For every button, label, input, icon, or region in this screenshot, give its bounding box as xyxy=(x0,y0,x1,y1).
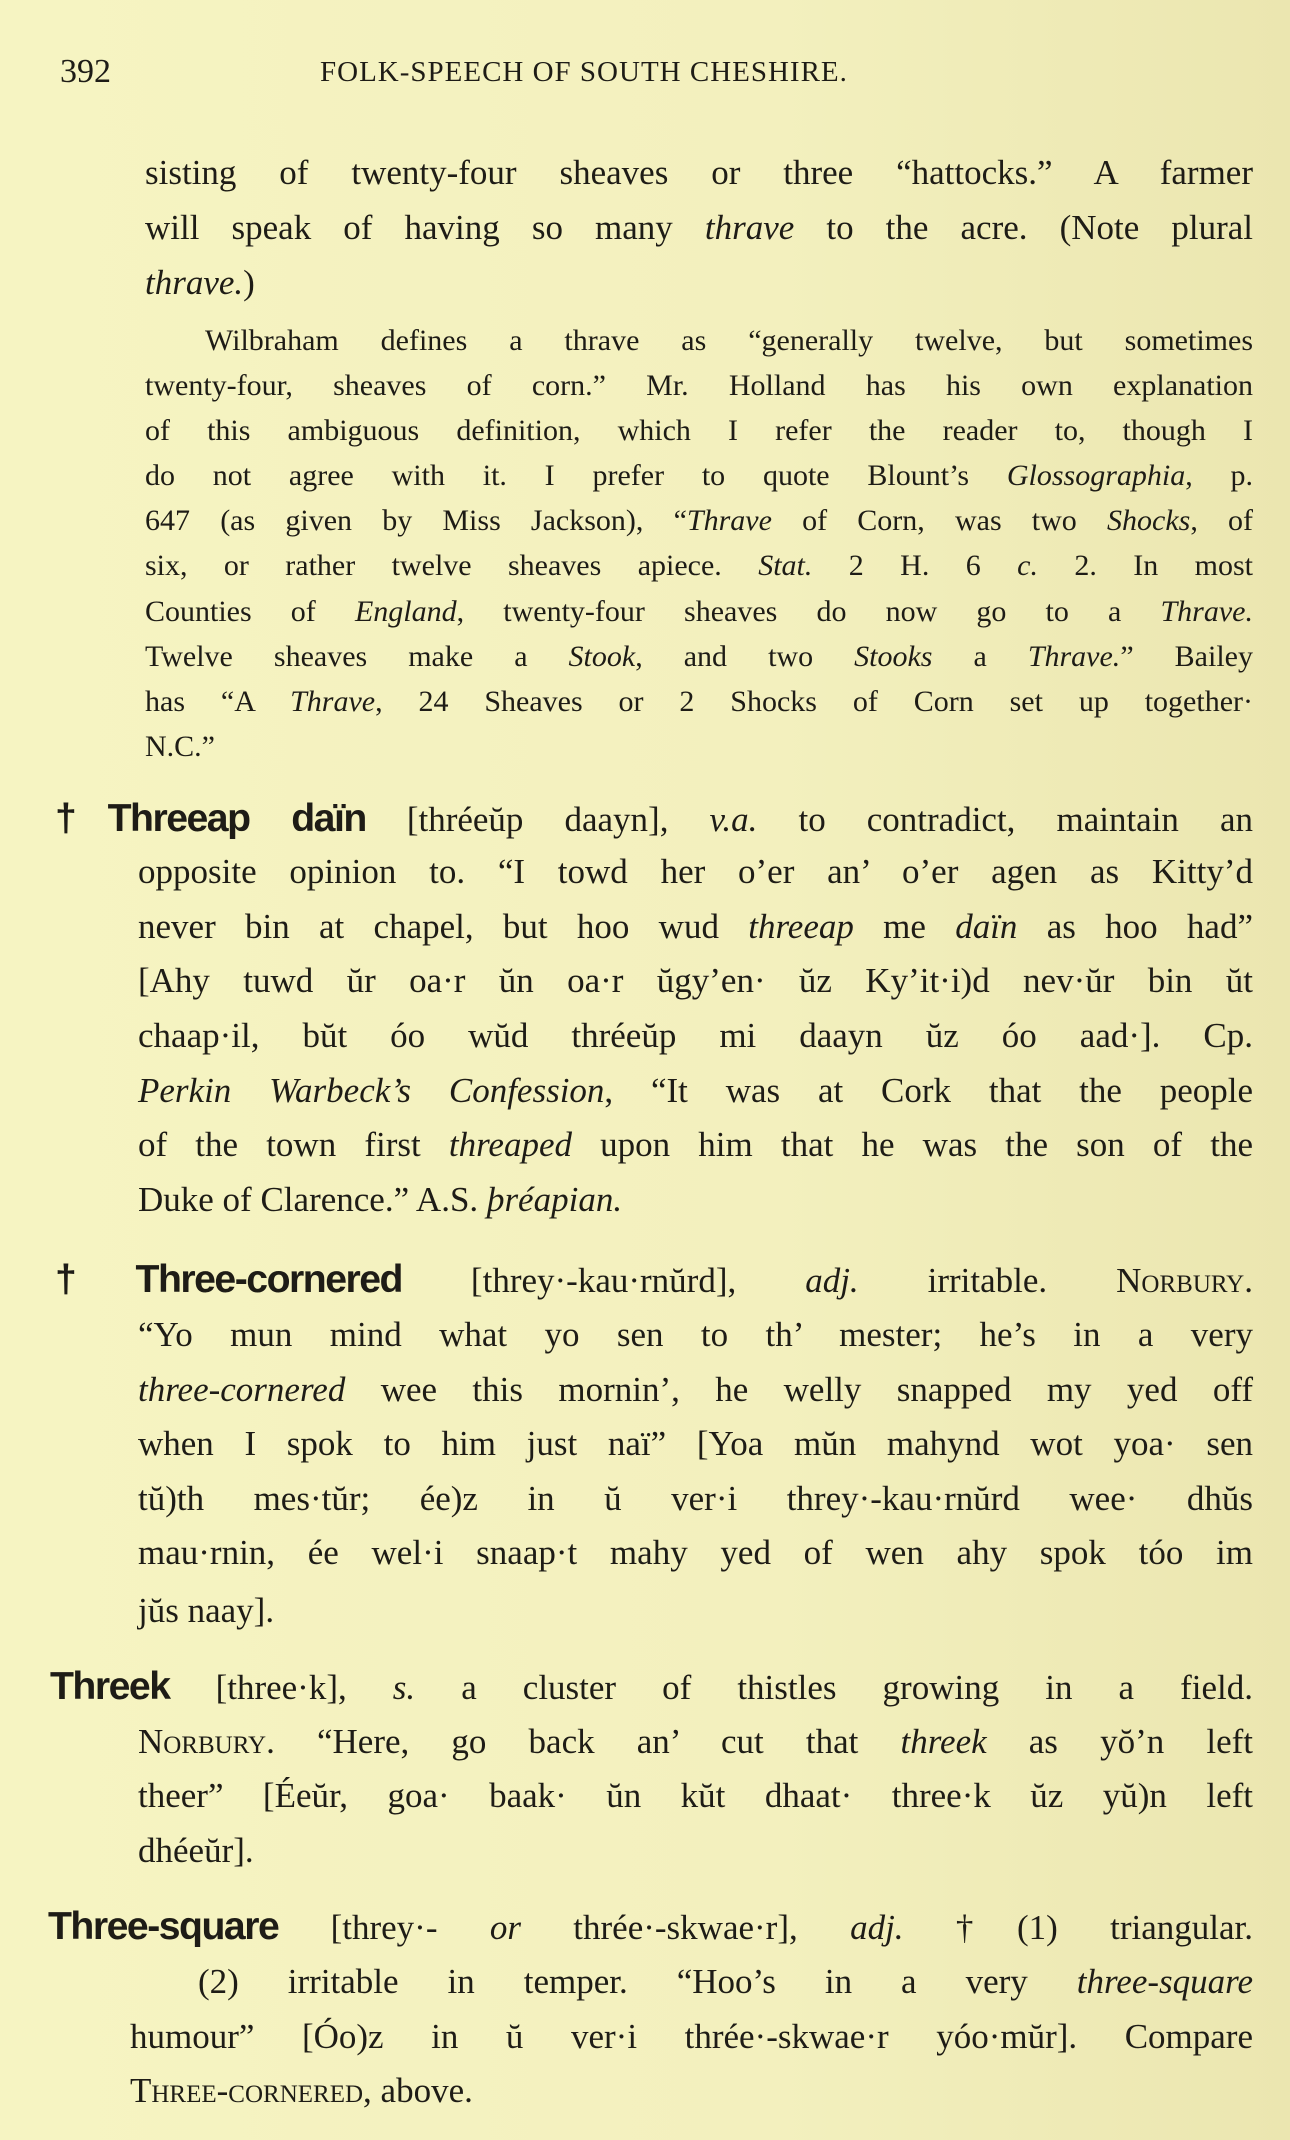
text-run: †(1) triangular. xyxy=(903,1908,1253,1947)
text-run: , “It was at Cork that the people xyxy=(604,1071,1253,1110)
text-run: a xyxy=(932,640,1028,673)
running-title: FOLK-SPEECH OF SOUTH CHESHIRE. xyxy=(320,56,848,88)
italic-text: thrave xyxy=(704,208,795,247)
italic-text: v.a. xyxy=(709,800,758,839)
text-run: N.C.” xyxy=(145,730,215,763)
italic-text: threaped xyxy=(448,1125,572,1164)
italic-text: daïn xyxy=(955,907,1018,946)
italic-text: Glossographia xyxy=(1006,459,1186,492)
italic-text: s. xyxy=(392,1668,416,1707)
entry-three-square-line xyxy=(198,1956,1253,2008)
text-run: six, or rather twelve sheaves apiece. xyxy=(145,549,759,582)
text-run: has “A xyxy=(145,685,291,718)
text-run: 647 (as given by Miss Jackson), “ xyxy=(145,504,687,537)
headword: Threek xyxy=(50,1665,170,1708)
text-run: 2. In most xyxy=(1037,549,1253,582)
thrave-continuation-line xyxy=(145,202,1253,254)
italic-text: Perkin Warbeck’s Confession xyxy=(138,1071,605,1110)
text-run: a cluster of thistles growing in a field. xyxy=(415,1668,1253,1707)
entry-threeap-dain-line xyxy=(138,901,1253,953)
text-run: of this ambiguous definition, which I refer the reader to, though I xyxy=(145,414,1253,447)
text-run: dhéeŭr]. xyxy=(138,1831,254,1870)
text-run: of the town first xyxy=(138,1125,449,1164)
text-run: [Ahy tuwd ŭr oa·r ŭn oa·r ŭgy’en· ŭz Ky’it·i)d nev·ŭr bin ŭt xyxy=(138,961,1253,1000)
entry-three-cornered-line xyxy=(138,1309,1253,1361)
wilbraham-note-line xyxy=(145,364,1253,408)
entry-three-cornered-line xyxy=(55,1254,1253,1307)
text-run: thrée·-skwae·r], xyxy=(520,1908,851,1947)
entry-three-cornered-line xyxy=(138,1364,1253,1416)
text-run: , of xyxy=(1190,504,1253,537)
text-run: , and two xyxy=(635,640,855,673)
italic-text: Thrave xyxy=(686,504,772,537)
text-run: theer” [Éeŭr, goa· baak· ŭn kŭt dhaat· three·k ŭz yŭ)n left xyxy=(138,1776,1253,1815)
text-run: [three·k], xyxy=(169,1668,393,1707)
text-run: of Corn, was two xyxy=(771,504,1107,537)
text-run: wee this mornin’, he welly snapped my yed off xyxy=(345,1370,1253,1409)
italic-text: England xyxy=(354,595,457,628)
text-run: , twenty-four sheaves do now go to a xyxy=(456,595,1161,628)
text-run: do not agree with it. I prefer to quote Blount’s xyxy=(145,459,1007,492)
text-run: irritable. xyxy=(858,1261,1117,1300)
text-run: Twelve sheaves make a xyxy=(145,640,569,673)
text-run: me xyxy=(853,907,956,946)
text-run: humour” [Óo)z in ŭ ver·i thrée·-skwae·r yóo·mŭr]. Compare xyxy=(130,2017,1253,2056)
text-run: , p. xyxy=(1185,459,1253,492)
italic-text: Stooks xyxy=(854,640,933,673)
entry-three-square-line xyxy=(48,1901,1253,1954)
text-run: [thréeŭp daayn], xyxy=(365,800,710,839)
small-caps-text: Norbury. xyxy=(1116,1261,1253,1300)
italic-text: threek xyxy=(900,1722,987,1761)
italic-text: Thrave. xyxy=(1160,595,1253,628)
italic-text: Stook xyxy=(568,640,636,673)
text-run: sisting of twenty-four sheaves or three “hattocks.” A farmer xyxy=(145,153,1253,192)
small-caps-text: Three-cornered xyxy=(130,2071,364,2110)
text-run: , 24 Sheaves or 2 Shocks of Corn set up together· xyxy=(375,685,1253,718)
entry-threeap-dain-line xyxy=(138,1065,1253,1117)
wilbraham-note-line xyxy=(145,454,1253,498)
text-run: Duke of Clarence.” A.S. xyxy=(138,1180,487,1219)
text-run: ) xyxy=(243,263,255,302)
thrave-continuation-line xyxy=(145,257,1253,309)
italic-text: Thrave xyxy=(290,685,376,718)
text-run: chaap·il, bŭt óo wŭd thréeŭp mi daayn ŭz óo aad·]. Cp. xyxy=(138,1016,1253,1055)
small-caps-text: Norbury. xyxy=(138,1722,275,1761)
text-run: “Yo mun mind what yo sen to th’ mester; he’s in a very xyxy=(138,1315,1253,1354)
wilbraham-note-line xyxy=(145,409,1253,453)
text-run: Wilbraham defines a thrave as “generally twelve, but sometimes xyxy=(205,324,1253,357)
entry-threek-line xyxy=(138,1770,1253,1822)
text-run: [threy·- xyxy=(278,1908,490,1947)
text-run: (2) irritable in temper. “Hoo’s in a very xyxy=(198,1962,1077,2001)
italic-text: three-square xyxy=(1076,1962,1253,2001)
wilbraham-note-line xyxy=(145,635,1253,679)
entry-threeap-dain-line xyxy=(138,846,1253,898)
text-run: never bin at chapel, but hoo wud xyxy=(138,907,749,946)
entry-three-cornered-line xyxy=(138,1527,1253,1579)
text-run: as hoo had” xyxy=(1017,907,1253,946)
thrave-continuation-line xyxy=(145,147,1253,199)
text-run: when I spok to him just naï” [Yoa mŭn mahynd wot yoa· sen xyxy=(138,1424,1253,1463)
text-run: [threy·-kau·rnŭrd], xyxy=(401,1261,806,1300)
text-run: jŭs naay]. xyxy=(138,1591,275,1630)
italic-text: thrave. xyxy=(145,263,244,302)
entry-three-cornered-line xyxy=(138,1418,1253,1470)
text-run: as yŏ’n left xyxy=(986,1722,1253,1761)
text-run: to contradict, maintain an xyxy=(757,800,1254,839)
text-run: tŭ)th mes·tŭr; ée)z in ŭ ver·i threy·-kau·rnŭrd wee· dhŭs xyxy=(138,1479,1253,1518)
wilbraham-note-line xyxy=(145,590,1253,634)
text-run: Counties of xyxy=(145,595,355,628)
entry-threeap-dain-line xyxy=(138,1010,1253,1062)
wilbraham-note-line xyxy=(145,499,1253,543)
entry-threeap-dain-line xyxy=(55,793,1253,846)
italic-text: adj. xyxy=(805,1261,859,1300)
entry-threeap-dain-line xyxy=(138,955,1253,1007)
entry-three-cornered-line xyxy=(138,1473,1253,1525)
wilbraham-note-line xyxy=(205,319,1253,363)
headword: Three-square xyxy=(48,1905,279,1948)
text-run: 2 H. 6 xyxy=(812,549,1018,582)
italic-text: or xyxy=(489,1908,521,1947)
entry-threek-line xyxy=(138,1825,1253,1877)
text-run: upon him that he was the son of the xyxy=(572,1125,1253,1164)
headword: †Threeap daïn xyxy=(55,797,366,840)
entry-threek-line xyxy=(50,1661,1253,1714)
italic-text: Shocks xyxy=(1107,504,1191,537)
italic-text: Thrave. xyxy=(1027,640,1121,673)
text-run: to the acre. (Note plural xyxy=(794,208,1253,247)
entry-three-cornered-line xyxy=(138,1585,1253,1637)
wilbraham-note-line xyxy=(145,544,1253,588)
entry-threeap-dain-line xyxy=(138,1174,1253,1226)
italic-text: Stat. xyxy=(758,549,813,582)
italic-text: threeap xyxy=(748,907,854,946)
headword: †Three-cornered xyxy=(55,1258,402,1301)
italic-text: þréapian. xyxy=(486,1180,623,1219)
italic-text: adj. xyxy=(850,1908,904,1947)
entry-threek-line xyxy=(138,1716,1253,1768)
entry-threeap-dain-line xyxy=(138,1119,1253,1171)
entry-three-square-line xyxy=(130,2011,1253,2063)
italic-text: three-cornered xyxy=(138,1370,346,1409)
page-number: 392 xyxy=(60,53,111,90)
text-run: mau·rnin, ée wel·i snaap·t mahy yed of wen ahy spok tóo im xyxy=(138,1533,1253,1572)
text-run: , above. xyxy=(363,2071,473,2110)
wilbraham-note-line xyxy=(145,680,1253,724)
italic-text: c. xyxy=(1017,549,1038,582)
entry-three-square-line xyxy=(130,2065,1253,2117)
text-run: ” Bailey xyxy=(1120,640,1253,673)
wilbraham-note-line xyxy=(145,725,1253,769)
text-run: twenty-four, sheaves of corn.” Mr. Holland has his own explanation xyxy=(145,369,1253,402)
text-run: “Here, go back an’ cut that xyxy=(274,1722,901,1761)
text-run: opposite opinion to. “I towd her o’er an’ o’er agen as Kitty’d xyxy=(138,852,1253,891)
text-run: will speak of having so many xyxy=(145,208,705,247)
